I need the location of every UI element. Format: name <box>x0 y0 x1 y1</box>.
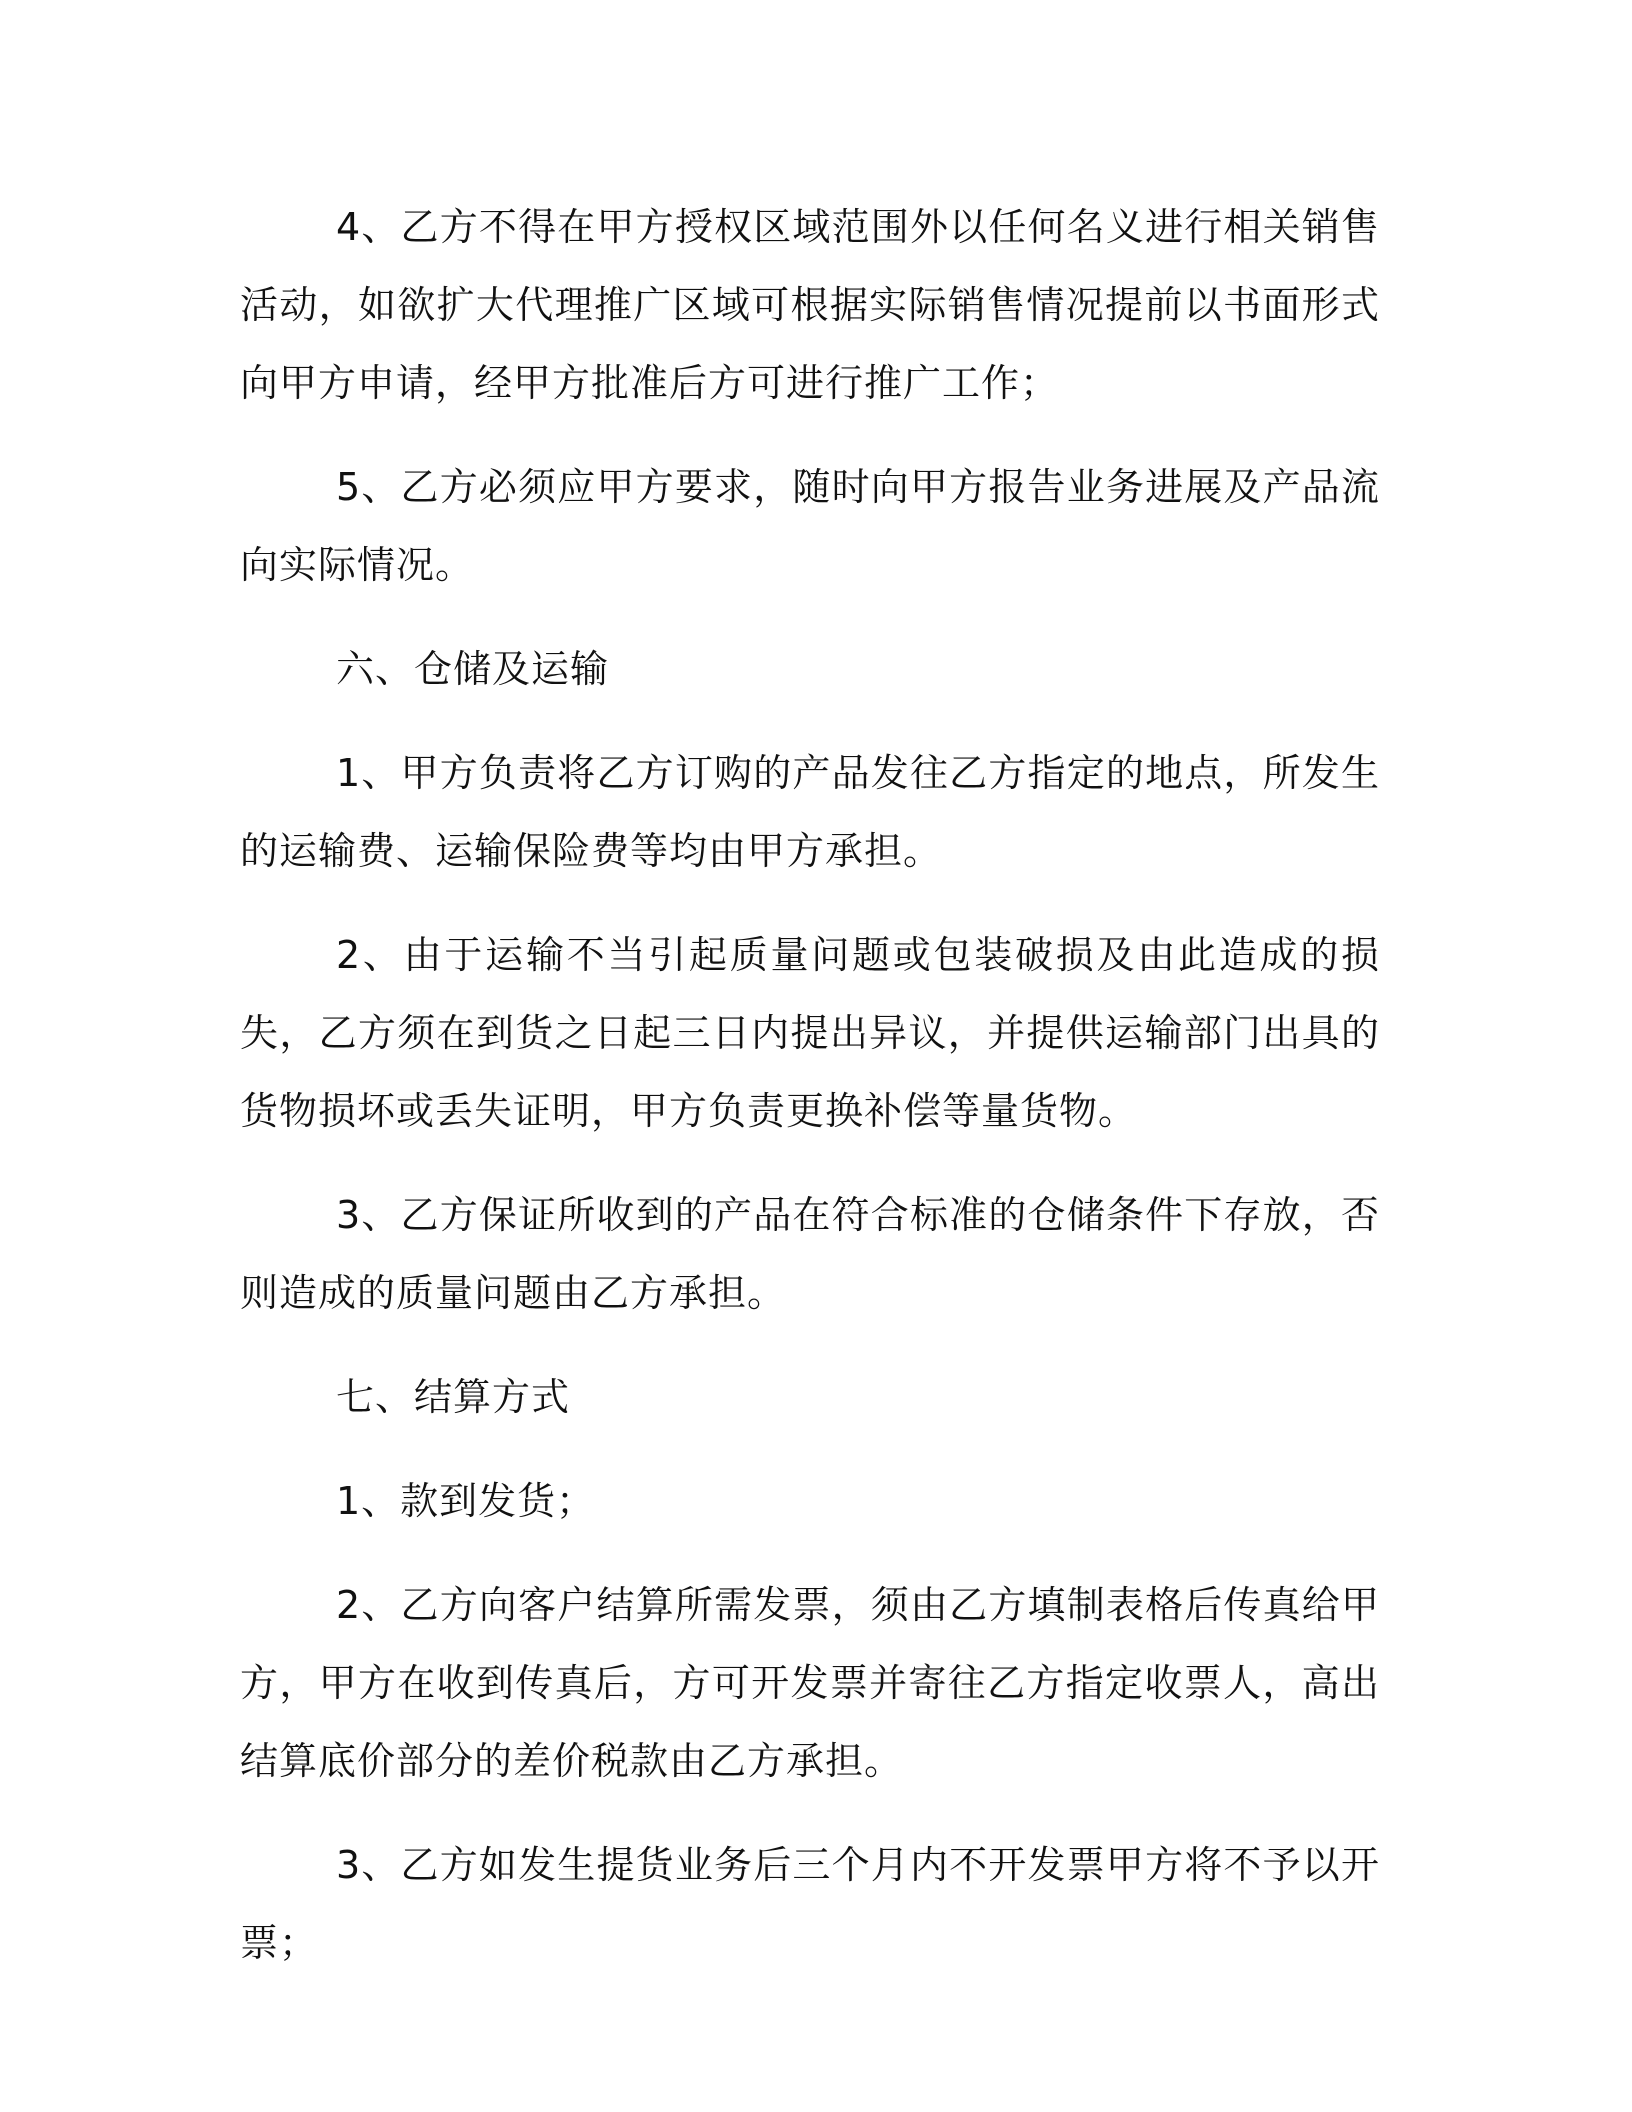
clause-1-payment-before-delivery: 1、款到发货； <box>336 1479 596 1523</box>
clause-5-report-progress: 5、乙方必须应甲方要求，随时向甲方报告业务进展及产品流向实际情况。 <box>240 465 1380 587</box>
clause-2-transport-damage: 2、由于运输不当引起质量问题或包装破损及由此造成的损失，乙方须在到货之日起三日内提出异议，并提供运输部门出具的货物损坏或丢失证明，甲方负责更换补偿等量货物。 <box>240 933 1380 1133</box>
document-body <box>240 188 1380 1982</box>
clause-2-invoice-process: 2、乙方向客户结算所需发票，须由乙方填制表格后传真给甲方，甲方在收到传真后，方可开发票并寄往乙方指定收票人，高出结算底价部分的差价税款由乙方承担。 <box>240 1583 1380 1783</box>
clause-3-storage-conditions: 3、乙方保证所收到的产品在符合标准的仓储条件下存放，否则造成的质量问题由乙方承担。 <box>240 1193 1380 1315</box>
clause-1-shipping-cost: 1、甲方负责将乙方订购的产品发往乙方指定的地点，所发生的运输费、运输保险费等均由甲方承担。 <box>240 751 1380 873</box>
section-heading-settlement: 七、结算方式 <box>336 1375 571 1419</box>
clause-3-invoice-deadline: 3、乙方如发生提货业务后三个月内不开发票甲方将不予以开票； <box>240 1843 1380 1965</box>
clause-4-sales-region: 4、乙方不得在甲方授权区域范围外以任何名义进行相关销售活动，如欲扩大代理推广区域可根据实际销售情况提前以书面形式向甲方申请，经甲方批准后方可进行推广工作； <box>240 205 1380 405</box>
section-heading-storage-transport: 六、仓储及运输 <box>336 647 610 691</box>
